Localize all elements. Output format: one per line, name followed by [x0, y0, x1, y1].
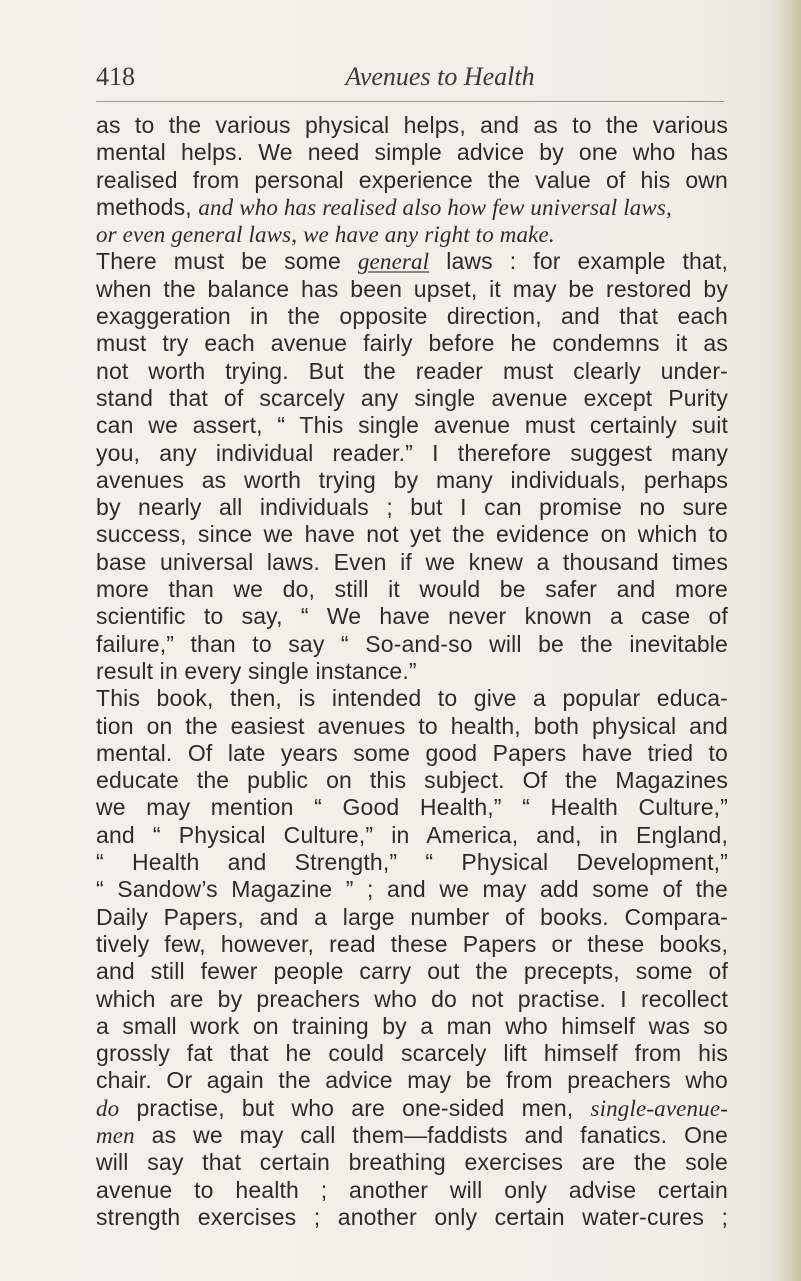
text-line: strength exercises ; another only certain water-cures ; [96, 1203, 728, 1230]
text-line: and “ Physical Culture,” in America, and, in England, [96, 821, 728, 848]
text-line: chair. Or again the advice may be from preachers who [96, 1067, 728, 1094]
text-line: more than we do, still it would be safer and more [96, 576, 728, 603]
text-segment: laws : for example that, [446, 248, 729, 275]
text-segment: There must be some [96, 248, 341, 275]
text-line: must try each avenue fairly before he condemns it as [96, 330, 728, 357]
italic-text: do [96, 1095, 120, 1121]
running-title: Avenues to Health [345, 62, 535, 91]
header-rule [96, 101, 724, 102]
text-line: mental helps. We need simple advice by one who has [96, 139, 728, 166]
page-edge-shadow [775, 0, 801, 1281]
text-line: which are by preachers who do not practise. I recollect [96, 985, 728, 1012]
text-line: will say that certain breathing exercises are the sole [96, 1149, 728, 1176]
italic-text: men [96, 1122, 135, 1148]
text-line: base universal laws. Even if we knew a thousand times [96, 548, 728, 575]
text-segment: methods, [96, 193, 192, 220]
text-line: grossly fat that he could scarcely lift himself from his [96, 1040, 728, 1067]
text-line: “ Health and Strength,” “ Physical Development,” [96, 849, 728, 876]
text-segment: as we may call them—faddists and fanatics. One [151, 1121, 728, 1148]
text-line: and still fewer people carry out the precepts, some of [96, 958, 728, 985]
text-line: stand that of scarcely any single avenue except Purity [96, 384, 728, 411]
text-line: tively few, however, read these Papers or these books, [96, 930, 728, 957]
text-line [96, 1122, 728, 1149]
text-line [96, 1095, 728, 1122]
text-line: when the balance has been upset, it may be restored by [96, 275, 728, 302]
text-line: a small work on training by a man who himself was so [96, 1012, 728, 1039]
text-line: tion on the easiest avenues to health, both physical and [96, 712, 728, 739]
text-line: This book, then, is intended to give a popular educa- [96, 685, 728, 712]
text-line: result in every single instance.” [96, 657, 417, 684]
italic-text: or even general laws, we have any right to make. [96, 222, 555, 248]
italic-text: single-avenue- [590, 1095, 728, 1121]
text-segment: practise, but who are one-sided men, [136, 1094, 574, 1121]
text-line: by nearly all individuals ; but I can promise no sure [96, 494, 728, 521]
text-line [96, 221, 728, 248]
page-number: 418 [96, 62, 135, 91]
body-text [96, 112, 728, 1231]
text-line: you, any individual reader.” I therefore suggest many [96, 439, 728, 466]
italic-text: and who has realised also how few universal laws, [198, 194, 672, 220]
text-line: “ Sandow’s Magazine ” ; and we may add some of the [96, 876, 728, 903]
text-line: realised from personal experience the value of his own [96, 166, 728, 193]
text-line: scientific to say, “ We have never known a case of [96, 603, 728, 630]
text-line [96, 248, 728, 275]
text-line: Daily Papers, and a large number of books. Compara- [96, 903, 728, 930]
text-line: failure,” than to say “ So-and-so will be the inevitable [96, 630, 728, 657]
text-line: avenue to health ; another will only advise certain [96, 1176, 728, 1203]
text-line: not worth trying. But the reader must clearly under- [96, 357, 728, 384]
text-line: exaggeration in the opposite direction, and that each [96, 303, 728, 330]
page-header [96, 62, 724, 96]
text-line [96, 194, 728, 221]
text-line: we may mention “ Good Health,” “ Health Culture,” [96, 794, 728, 821]
text-line: can we assert, “ This single avenue must certainly suit [96, 412, 728, 439]
text-line: educate the public on this subject. Of the Magazines [96, 767, 728, 794]
text-line: mental. Of late years some good Papers have tried to [96, 739, 728, 766]
text-line: avenues as worth trying by many individuals, perhaps [96, 466, 728, 493]
text-line: success, since we have not yet the evidence on which to [96, 521, 728, 548]
italic-underlined-text: general [357, 249, 430, 275]
text-line: as to the various physical helps, and as to the various [96, 112, 728, 138]
